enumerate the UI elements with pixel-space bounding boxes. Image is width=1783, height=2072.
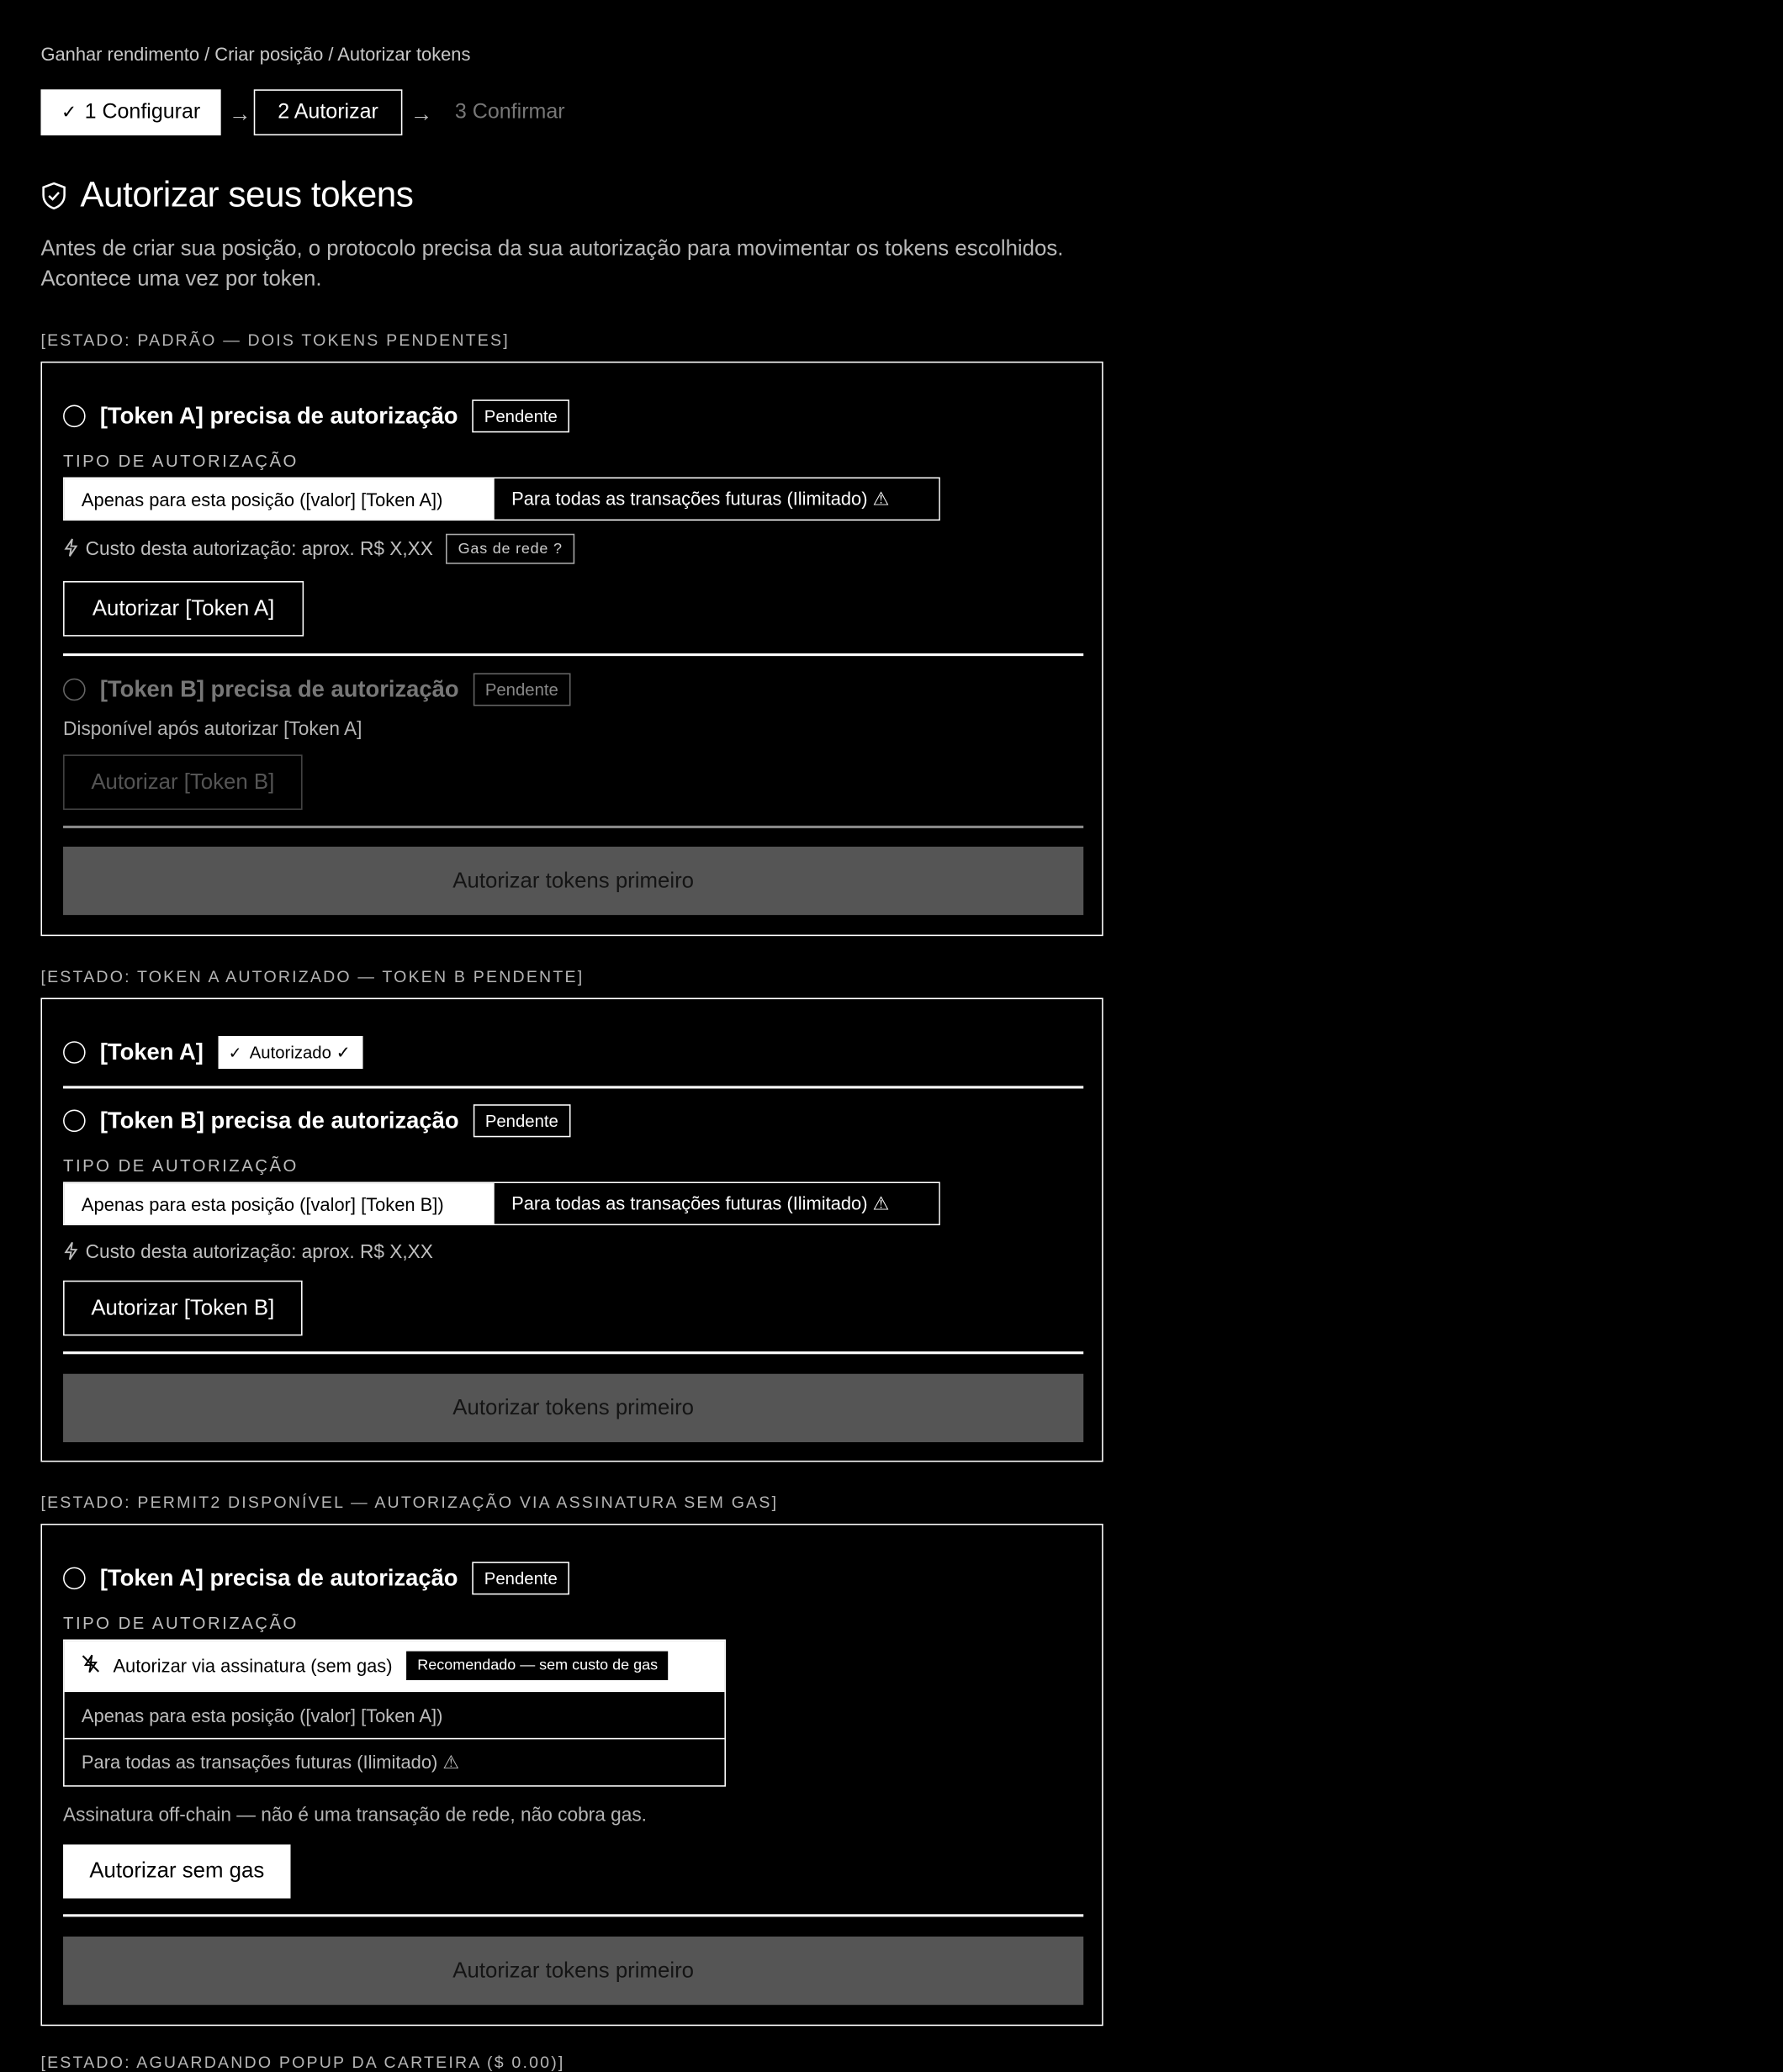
status-badge-approved-label: Autorizado ✓ xyxy=(249,1041,351,1062)
approve-tokens-first-button: Autorizar tokens primeiro xyxy=(63,847,1083,915)
step-autorizar[interactable] xyxy=(254,89,403,135)
radio-circle-icon xyxy=(63,679,86,701)
approve-token-b-button: Autorizar [Token B] xyxy=(63,754,303,810)
step-confirmar xyxy=(455,89,586,135)
auth-type-toggle xyxy=(63,478,940,521)
radio-circle-icon[interactable] xyxy=(63,1110,86,1133)
auth-type-toggle xyxy=(63,1181,940,1225)
token-a-header xyxy=(63,1562,569,1594)
step-configurar[interactable] xyxy=(40,89,220,135)
option-unlimited[interactable]: Para todas as transações futuras (Ilimitado) ⚠ xyxy=(65,1738,725,1785)
check-icon: ✓ xyxy=(228,1043,242,1062)
approval-cost-text: Custo desta autorização: aprox. R$ X,XX xyxy=(85,1242,433,1264)
approval-cost xyxy=(63,534,574,564)
token-b-title: [Token B] precisa de autorização xyxy=(99,1107,459,1134)
state-label-token-a-approved: [ESTADO: TOKEN A AUTORIZADO — TOKEN B PENDENTE] xyxy=(40,967,585,986)
divider xyxy=(63,1086,1083,1087)
check-icon: ✓ xyxy=(61,101,77,123)
gas-info-tooltip[interactable]: Gas de rede ? xyxy=(447,534,574,564)
approve-token-a-button[interactable]: Autorizar [Token A] xyxy=(63,581,304,637)
state-label-permit2: [ESTADO: PERMIT2 DISPONÍVEL — AUTORIZAÇÃO VIA ASSINATURA SEM GAS] xyxy=(40,1493,779,1512)
option-signature-label: Autorizar via assinatura (sem gas) xyxy=(113,1655,393,1677)
radio-circle-icon xyxy=(63,1041,86,1064)
divider xyxy=(63,653,1083,655)
token-a-title: [Token A] xyxy=(99,1039,204,1065)
approve-tokens-first-button: Autorizar tokens primeiro xyxy=(63,1374,1083,1442)
token-b-header xyxy=(63,1104,570,1137)
status-badge: Pendente xyxy=(474,1104,570,1137)
auth-type-label: TIPO DE AUTORIZAÇÃO xyxy=(63,1155,299,1176)
bolt-icon xyxy=(63,537,79,561)
auth-type-options xyxy=(63,1640,726,1787)
option-this-position[interactable]: Apenas para esta posição ([valor] [Token B]) xyxy=(65,1183,495,1224)
step-autorizar-label: 2 Autorizar xyxy=(278,100,378,124)
shield-check-icon xyxy=(40,181,66,209)
option-signature[interactable] xyxy=(65,1641,725,1690)
signature-note: Assinatura off-chain — não é uma transação de rede, não cobra gas. xyxy=(63,1805,647,1826)
token-b-availability-note: Disponível após autorizar [Token A] xyxy=(63,719,362,741)
auth-type-label: TIPO DE AUTORIZAÇÃO xyxy=(63,1613,299,1633)
token-b-header xyxy=(63,673,570,706)
page-title xyxy=(40,175,413,215)
approve-tokens-first-button: Autorizar tokens primeiro xyxy=(63,1937,1083,2005)
token-a-title: [Token A] precisa de autorização xyxy=(99,402,458,429)
approval-cost-text: Custo desta autorização: aprox. R$ X,XX xyxy=(85,538,433,560)
divider xyxy=(63,1914,1083,1916)
approval-cost xyxy=(63,1241,433,1265)
state-label-default: [ESTADO: PADRÃO — DOIS TOKENS PENDENTES] xyxy=(40,330,510,350)
step-configurar-label: 1 Configurar xyxy=(84,100,201,124)
token-a-header xyxy=(63,399,569,432)
divider xyxy=(63,1351,1083,1353)
status-badge-approved xyxy=(218,1036,363,1069)
bolt-icon xyxy=(63,1241,79,1265)
option-this-position[interactable]: Apenas para esta posição ([valor] [Token A]) xyxy=(65,1691,725,1738)
page-title-text: Autorizar seus tokens xyxy=(80,174,414,214)
approval-panel-token-a-approved xyxy=(40,998,1103,1462)
auth-type-label: TIPO DE AUTORIZAÇÃO xyxy=(63,451,299,471)
status-badge: Pendente xyxy=(473,1562,569,1594)
option-this-position[interactable]: Apenas para esta posição ([valor] [Token A]) xyxy=(65,478,495,519)
radio-circle-icon[interactable] xyxy=(63,1567,86,1590)
state-label-wallet-popup: [ESTADO: AGUARDANDO POPUP DA CARTEIRA ($ 0.00)] xyxy=(40,2054,565,2072)
breadcrumb: Ganhar rendimento / Criar posição / Autorizar tokens xyxy=(40,43,471,65)
recommended-badge: Recomendado — sem custo de gas xyxy=(407,1652,669,1680)
approval-panel-default xyxy=(40,362,1103,936)
divider xyxy=(63,826,1083,827)
token-b-title: [Token B] precisa de autorização xyxy=(99,675,459,702)
status-badge: Pendente xyxy=(473,399,569,432)
radio-circle-icon[interactable] xyxy=(63,405,86,428)
approve-gasless-button[interactable]: Autorizar sem gas xyxy=(63,1844,290,1898)
token-a-title: [Token A] precisa de autorização xyxy=(99,1564,458,1591)
arrow-right-icon: → xyxy=(229,101,251,127)
option-unlimited[interactable]: Para todas as transações futuras (Ilimitado) ⚠ xyxy=(495,1183,939,1224)
token-a-header xyxy=(63,1036,363,1069)
page-intro: Antes de criar sua posição, o protocolo precisa da sua autorização para movimentar os tokens escolhidos. Acontece uma vez por token. xyxy=(40,236,1064,291)
approve-token-b-button[interactable]: Autorizar [Token B] xyxy=(63,1281,303,1336)
step-confirmar-label: 3 Confirmar xyxy=(454,100,565,124)
approval-panel-permit2 xyxy=(40,1524,1103,2026)
arrow-right-icon: → xyxy=(410,101,433,127)
bolt-off-icon xyxy=(82,1654,100,1678)
option-unlimited[interactable]: Para todas as transações futuras (Ilimitado) ⚠ xyxy=(495,478,939,519)
status-badge: Pendente xyxy=(474,673,570,706)
